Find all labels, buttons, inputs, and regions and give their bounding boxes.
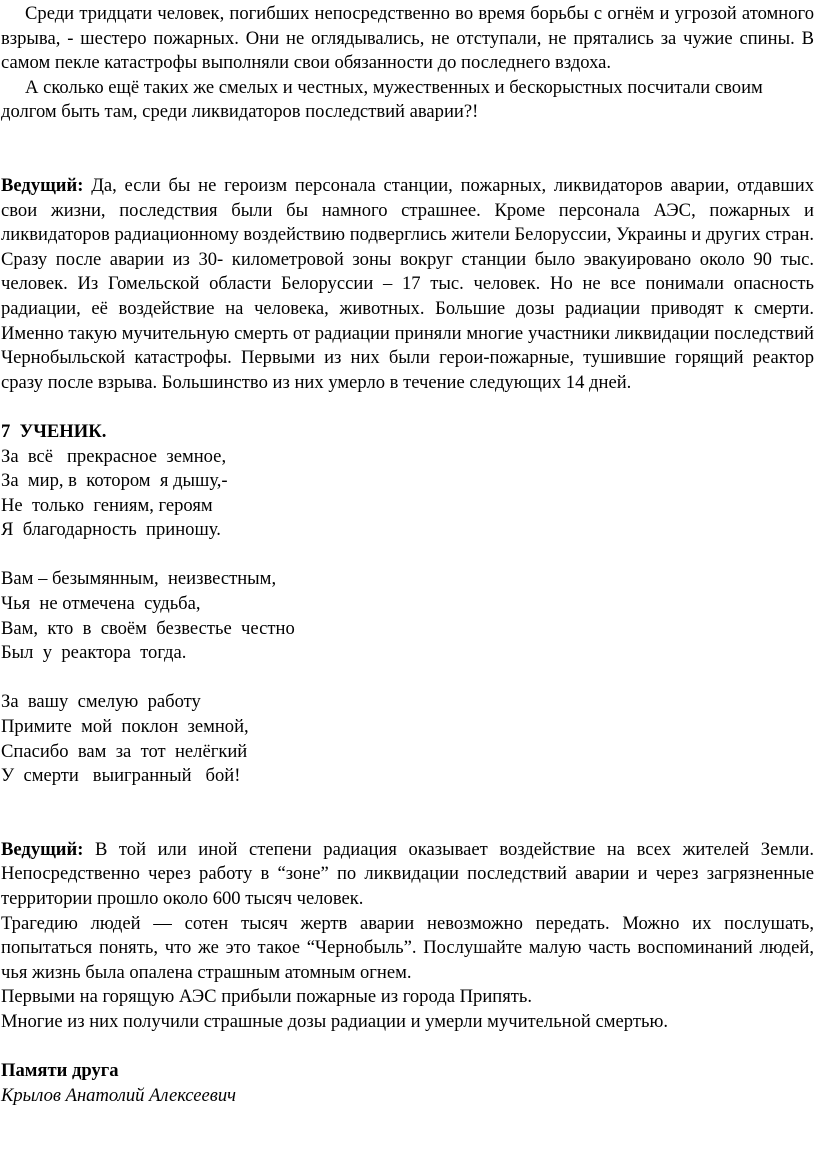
memorial-author: Крылов Анатолий Алексеевич (1, 1084, 237, 1106)
poem-line: Вам – безымянным, неизвестным, (1, 568, 277, 590)
poem-line: Примите мой поклон земной, (1, 716, 249, 738)
host-paragraph-2 (0, 838, 816, 912)
poem-line: За всё прекрасное земное, (1, 445, 227, 467)
host-paragraph-3: Трагедию людей — сотен тысяч жертв аварии невозможно передать. Можно их послушать, попытаться понять, что же это такое “Чернобыль”. Послушайте малую часть воспоминаний людей, чья жизнь была опалена страшным атомным огнем. (1, 912, 814, 983)
spacer (0, 789, 816, 838)
speaker-label: Ведущий: (1, 838, 84, 860)
poem-line: Не только гениям, героям (1, 494, 213, 516)
student-heading: 7 УЧЕНИК. (1, 420, 107, 442)
poem-line: За мир, в котором я дышу,- (1, 470, 228, 492)
poem-stanza-3 (0, 690, 816, 788)
spacer (0, 395, 816, 420)
spacer (0, 666, 816, 691)
intro-paragraph-2: А сколько ещё таких же смелых и честных, мужественных и бескорыстных посчитали своим долгом быть там, среди ликвидаторов последствий аварии?! (1, 76, 763, 123)
spacer (0, 1035, 816, 1060)
memorial-title: Памяти друга (1, 1060, 119, 1082)
poem-line: Был у реактора тогда. (1, 642, 187, 664)
poem-line: Вам, кто в своём безвестье честно (1, 617, 295, 639)
spacer (0, 125, 816, 174)
host-text-1: Да, если бы не героизм персонала станции, пожарных, ликвидаторов аварии, отдавших свои жизни, последствия были бы намного страшнее. Кроме персонала АЭС, пожарных и ликвидаторов радиационному воздействию подверглись жители Белоруссии, Украины и других стран. Сразу после аварии из 30- километровой зоны вокруг станции было эвакуировано около 90 тыс. человек. Из Гомельской области Белоруссии – 17 тыс. человек. Но не все понимали опасность радиации, её воздействие на человека, животных. Большие дозы радиации приводят к смерти. Именно такую мучительную смерть от радиации приняли многие участники ликвидации последствий Чернобыльской катастрофы. Первыми из них были герои-пожарные, тушившие горящий реактор сразу после взрыва. Большинство из них умерло в течение следующих 14 дней. (1, 174, 814, 393)
speaker-label: Ведущий: (1, 174, 84, 196)
host-text-2: В той или иной степени радиация оказывает воздействие на всех жителей Земли. Непосредственно через работу в “зоне” по ликвидации последствий аварии и через загрязненные территории прошло около 600 тысяч человек. (1, 838, 814, 909)
intro-paragraph-1: Среди тридцати человек, погибших непосредственно во время борьбы с огнём и угрозой атомного взрыва, - шестеро пожарных. Они не оглядывались, не отступали, не прятались за чужие спины. В самом пекле катастрофы выполняли свои обязанности до последнего вздоха. (1, 3, 814, 74)
poem-stanza-1 (0, 445, 816, 543)
poem-line: За вашу смелую работу (1, 691, 201, 713)
host-paragraph-1 (0, 174, 816, 395)
poem-line: Я благодарность приношу. (1, 519, 221, 541)
host-paragraph-4: Первыми на горящую АЭС прибыли пожарные из города Припять. (1, 986, 533, 1008)
host-paragraph-5: Многие из них получили страшные дозы радиации и умерли мучительной смертью. (1, 1010, 668, 1032)
poem-line: Спасибо вам за тот нелёгкий (1, 740, 248, 762)
poem-stanza-2 (0, 567, 816, 665)
poem-line: Чья не отмечена судьба, (1, 593, 201, 615)
spacer (0, 543, 816, 568)
poem-line: У смерти выигранный бой! (1, 765, 241, 787)
